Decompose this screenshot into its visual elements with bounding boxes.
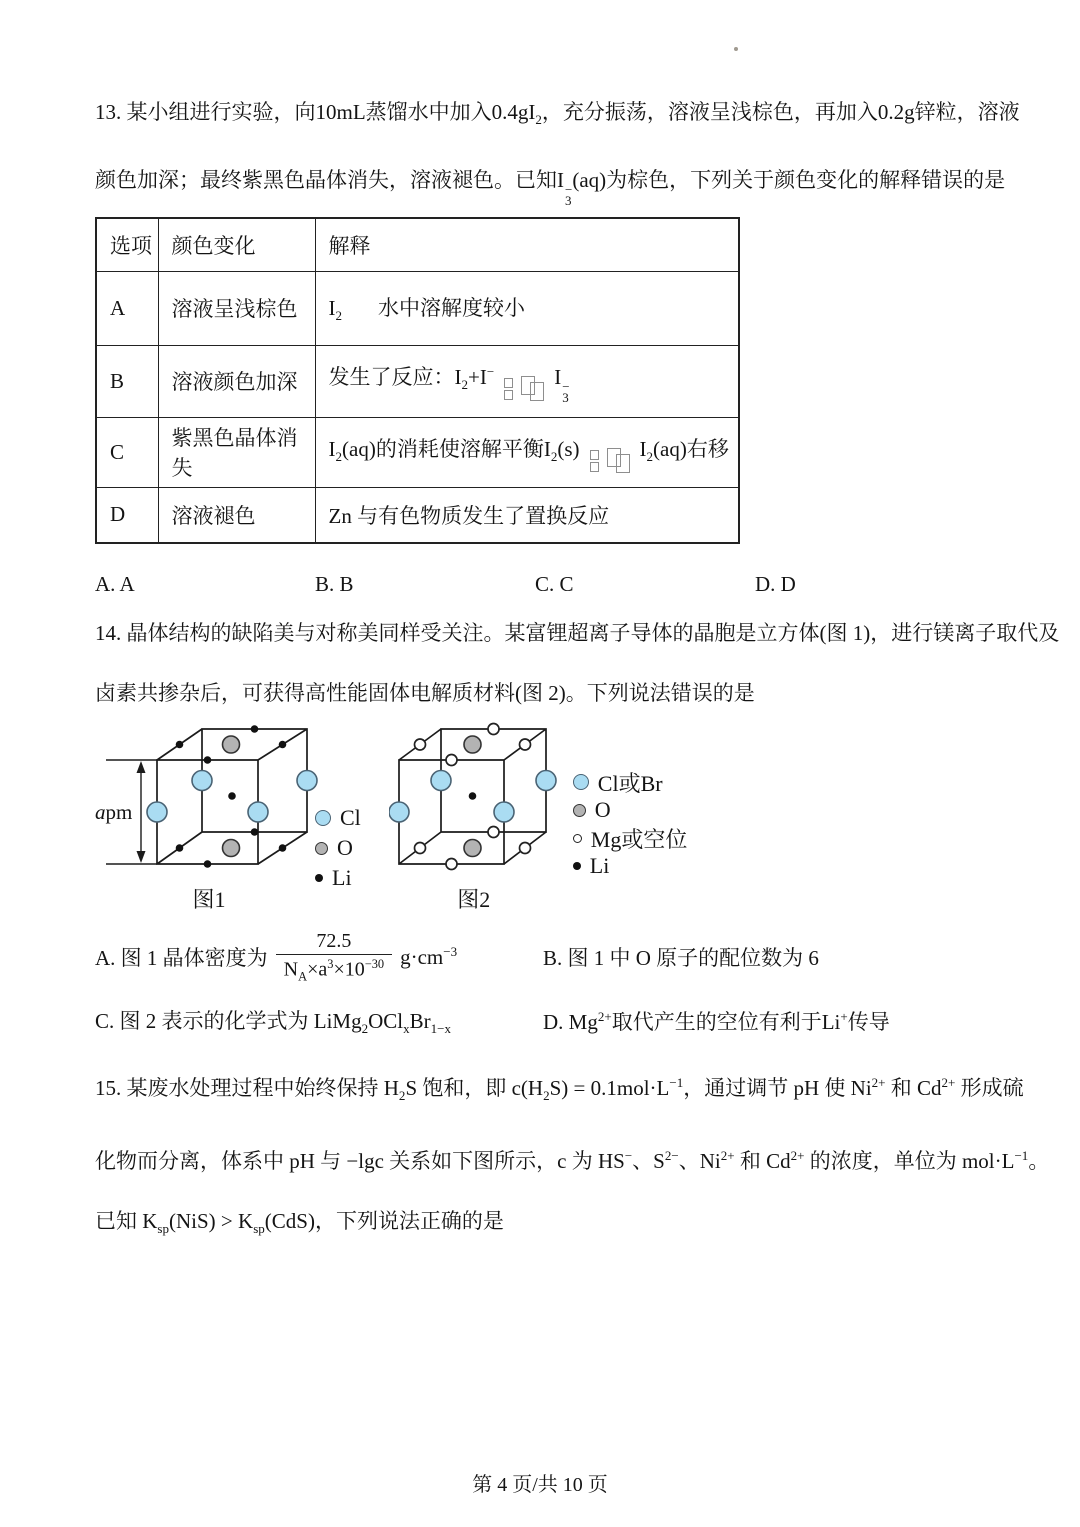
- question-13: [95, 82, 1020, 597]
- crystal-figures: [95, 717, 987, 914]
- q13-choice-c: C. C: [535, 572, 574, 597]
- figure-2-caption: 图2: [457, 887, 491, 913]
- row-b-change: 溶液颜色加深: [158, 345, 315, 417]
- legend-label: Li: [332, 865, 352, 891]
- fraction-denominator: $N_A\times a^3\times 10^{-30}$: [276, 954, 392, 985]
- q13-table: [95, 217, 740, 544]
- density-fraction: [276, 928, 392, 985]
- q14-text-line2: 卤素共掺杂后，可获得高性能固体电解质材料(图 2)。下列说法错误的是: [95, 681, 755, 706]
- fraction-numerator: 72.5: [316, 930, 352, 953]
- figure-1-legend: [315, 805, 361, 914]
- legend-item: [315, 865, 361, 891]
- q15-text-line2: 化物而分离，体系中 pH 与 −lgc 关系如下图所示，c 为 HS−、$S^{2-}$、$Ni^{2+}$ 和 $Cd^{2+}$ 的浓度，单位为 $mol\cdot L^{-1}$。: [95, 1148, 1050, 1174]
- table-row-b: [96, 345, 739, 417]
- q14-text-line1: 14. 晶体结构的缺陷美与对称美同样受关注。某富锂超离子导体的晶胞是立方体(图 1)，进行镁离子取代及: [95, 621, 1060, 646]
- row-a-explanation: $I_2$ 水中溶解度较小: [315, 271, 739, 345]
- legend-label: O: [594, 797, 611, 823]
- li-atom-icon: [315, 874, 323, 882]
- legend-item: [315, 835, 361, 861]
- figure-1: [95, 717, 323, 914]
- legend-item: [573, 853, 688, 879]
- dimension-label: apm: [95, 800, 133, 825]
- legend-label: O: [337, 835, 353, 861]
- row-d-explanation: Zn 与有色物质发生了置换反应: [315, 487, 739, 543]
- o-atom-icon: [573, 804, 586, 817]
- q13-choices: [95, 572, 987, 597]
- page-number: 第 4 页/共 10 页: [472, 1474, 608, 1496]
- table-header-row: [96, 218, 739, 271]
- legend-item: [315, 805, 361, 831]
- question-14: [95, 603, 1060, 1037]
- row-c-explanation: $I_2(aq)$的消耗使溶解平衡$I_2(s)$ $I_2(aq)$右移: [315, 417, 739, 487]
- legend-label: Mg或空位: [590, 826, 688, 852]
- row-c-option: C: [96, 417, 158, 487]
- row-c-change: 紫黑色晶体消失: [158, 417, 315, 487]
- q14-choice-b: B. 图 1 中 O 原子的配位数为 6: [543, 945, 819, 970]
- col-header-explanation: 解释: [315, 218, 739, 271]
- unit-cell-figure-1: [95, 717, 323, 879]
- q13-text-line2: 颜色加深；最终紫黑色晶体消失，溶液褪色。已知I − 3 (aq)为棕色，下列关于颜色变化的解释错误的是: [95, 168, 1006, 209]
- q13-choice-b: B. B: [315, 572, 354, 597]
- page-content: [95, 82, 1060, 1260]
- table-row-c: [96, 417, 739, 487]
- q15-text-line3: 已知 $K_{sp}(NiS) > K_{sp}(CdS)$，下列说法正确的是: [95, 1209, 504, 1237]
- question-15: [95, 1053, 1050, 1259]
- o-atom-icon: [315, 842, 328, 855]
- row-d-change: 溶液褪色: [158, 487, 315, 543]
- choice-a-suffix: $g\cdot cm^{-3}$: [400, 943, 458, 969]
- scan-artifact-dot: [734, 47, 738, 51]
- row-d-option: D: [96, 487, 158, 543]
- row-a-option: A: [96, 271, 158, 345]
- li-atom-icon: [573, 862, 581, 870]
- legend-item: [573, 825, 688, 851]
- q14-choices: [95, 928, 987, 1037]
- col-header-color-change: 颜色变化: [158, 218, 315, 271]
- mg-vacancy-icon: [573, 834, 582, 843]
- q14-choice-a: [95, 928, 543, 985]
- q14-choice-c: C. 图 2 表示的化学式为 $LiMg_2OCl_xBr_{1-x}$: [95, 1008, 451, 1037]
- figure-2: [389, 717, 559, 914]
- table-row-d: [96, 487, 739, 543]
- choice-a-prefix: A. 图 1 晶体密度为: [95, 945, 268, 970]
- q15-text-line1: 15. 某废水处理过程中始终保持 $H_2S$ 饱和，即 $c(H_2S) = 0.1mol\cdot L^{-1}$，通过调节 pH 使 $Ni^{2+}$ 和 $Cd^{2+}$ 形成硫: [95, 1075, 1024, 1104]
- q13-choice-d: D. D: [755, 572, 796, 597]
- legend-label: Cl或Br: [597, 770, 663, 796]
- legend-label: Li: [589, 853, 610, 879]
- q14-choice-d: D. $Mg^{2+}$取代产生的空位有利于Li+传导: [543, 1009, 890, 1035]
- figure-1-caption: 图1: [192, 887, 226, 913]
- q13-choice-a: A. A: [95, 572, 135, 597]
- row-b-explanation: 发生了反应：$I_2+I^-$ I − 3: [315, 345, 739, 417]
- figure-2-legend: [573, 769, 688, 914]
- col-header-option: 选项: [96, 218, 158, 271]
- unit-cell-figure-2: [389, 717, 559, 879]
- legend-item: [573, 797, 688, 823]
- q13-text-line1: 13. 某小组进行实验，向10mL蒸馏水中加入$0.4gI_2$，充分振荡，溶液呈浅棕色，再加入0.2g锌粒，溶液: [95, 100, 1020, 128]
- cl-atom-icon: [315, 810, 331, 826]
- cl-br-atom-icon: [573, 774, 589, 790]
- table-row-a: [96, 271, 739, 345]
- li-atoms: [468, 792, 476, 800]
- legend-label: Cl: [340, 805, 361, 831]
- legend-item: [573, 769, 688, 795]
- row-b-option: B: [96, 345, 158, 417]
- row-a-change: 溶液呈浅棕色: [158, 271, 315, 345]
